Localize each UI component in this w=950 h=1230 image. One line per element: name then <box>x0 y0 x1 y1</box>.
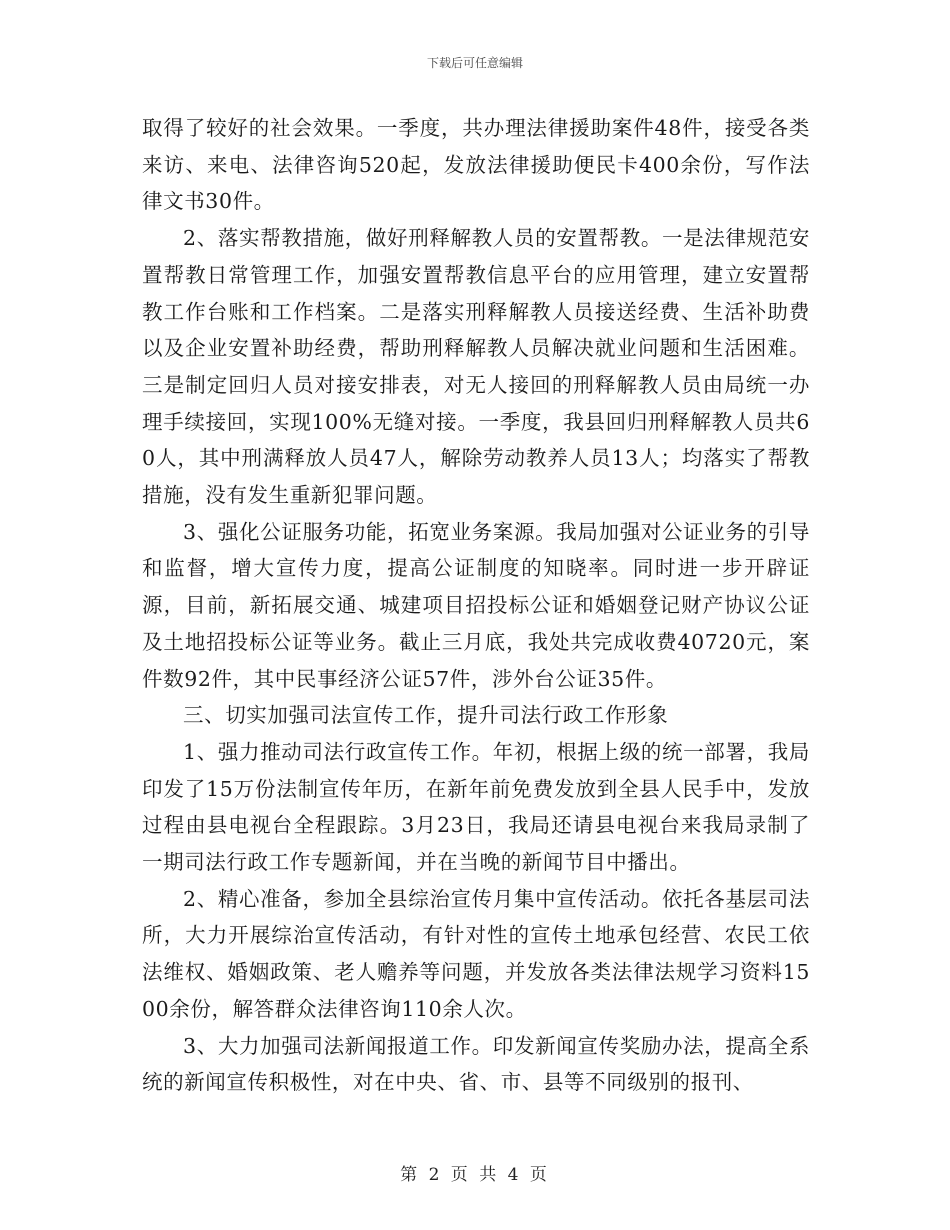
section-heading: 三、切实加强司法宣传工作，提升司法行政工作形象 <box>183 703 669 728</box>
page-header: 下载后可任意编辑 <box>426 56 523 70</box>
paragraph-4: 1、强力推动司法行政宣传工作。年初，根据上级的统一部署，我局印发了15万份法制宣传年历，在新年前免费发放到全县人民手中，发放过程由县电视台全程跟踪。3月23日，我局还请县电视台来我局录制了一期司法行政工作专题新闻，并在当晚的新闻节目中播出。 <box>142 739 810 875</box>
paragraph-6: 3、大力加强司法新闻报道工作。印发新闻宣传奖励办法，提高全系统的新闻宣传积极性，对在中央、省、市、县等不同级别的报刊、 <box>142 1033 810 1095</box>
paragraph-3: 3、强化公证服务功能，拓宽业务案源。我局加强对公证业务的引导和监督，增大宣传力度，提高公证制度的知晓率。同时进一步开辟证源，目前，新拓展交通、城建项目招投标公证和婚姻登记财产协议公证及土地招投标公证等业务。截止三月底，我处共完成收费40720元，案件数92件，其中民事经济公证57件，涉外台公证35件。 <box>142 519 810 691</box>
page-footer: 第 2 页 共 4 页 <box>400 1165 550 1185</box>
document-body <box>142 110 810 1101</box>
paragraph-5: 2、精心准备，参加全县综治宣传月集中宣传活动。依托各基层司法所，大力开展综治宣传活动，有针对性的宣传土地承包经营、农民工依法维权、婚姻政策、老人赡养等问题，并发放各类法律法规学习资料1500余份，解答群众法律咨询110余人次。 <box>142 886 810 1021</box>
paragraph-2: 2、落实帮教措施，做好刑释解教人员的安置帮教。一是法律规范安置帮教日常管理工作，加强安置帮教信息平台的应用管理，建立安置帮教工作台账和工作档案。二是落实刑释解教人员接送经费、生活补助费以及企业安置补助经费，帮助刑释解教人员解决就业问题和生活困难。三是制定回归人员对接安排表，对无人接回的刑释解教人员由局统一办理手续接回，实现100%无缝对接。一季度，我县回归刑释解教人员共60人，其中刑满释放人员47人，解除劳动教养人员13人；均落实了帮教措施，没有发生重新犯罪问题。 <box>142 226 810 508</box>
paragraph-1: 取得了较好的社会效果。一季度，共办理法律援助案件48件，接受各类来访、来电、法律咨询520起，发放法律援助便民卡400余份，写作法律文书30件。 <box>142 116 810 214</box>
